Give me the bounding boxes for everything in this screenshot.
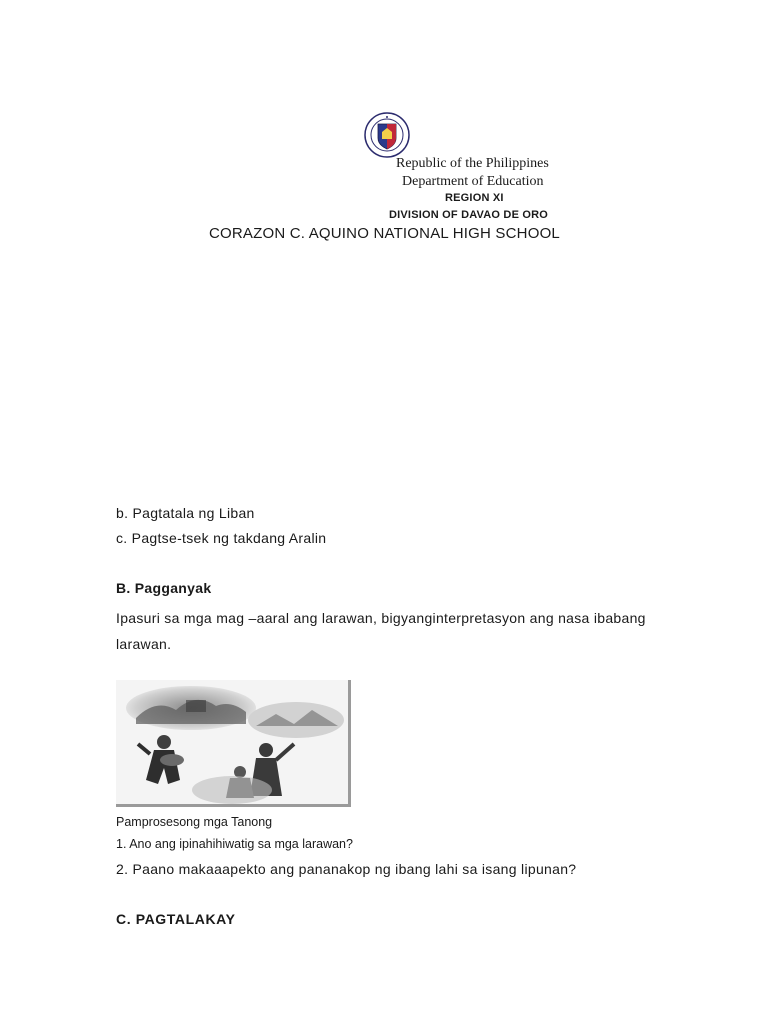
item-pagtse-tsek: c. Pagtse-tsek ng takdang Aralin bbox=[116, 530, 327, 546]
question-2: 2. Paano makaaapekto ang pananakop ng ibang lahi sa isang lipunan? bbox=[116, 861, 577, 877]
deped-seal bbox=[361, 112, 413, 158]
historical-illustration bbox=[116, 680, 351, 807]
header-department: Department of Education bbox=[402, 174, 544, 189]
questions-heading: Pamprosesong mga Tanong bbox=[116, 815, 273, 829]
section-pagganyak-title: B. Pagganyak bbox=[116, 580, 212, 596]
section-pagganyak-text: Ipasuri sa mga mag –aaral ang larawan, bigyanginterpretasyon ang nasa ibabang larawan. bbox=[116, 610, 646, 652]
school-name: CORAZON C. AQUINO NATIONAL HIGH SCHOOL bbox=[209, 225, 560, 242]
question-1: 1. Ano ang ipinahihiwatig sa mga larawan? bbox=[116, 837, 353, 851]
header-republic: Republic of the Philippines bbox=[396, 156, 549, 171]
section-pagtalakay-title: C. PAGTALAKAY bbox=[116, 911, 236, 927]
header-region: REGION XI bbox=[445, 192, 504, 204]
item-pagtatala: b. Pagtatala ng Liban bbox=[116, 505, 255, 521]
header-division: DIVISION OF DAVAO DE ORO bbox=[389, 209, 549, 221]
